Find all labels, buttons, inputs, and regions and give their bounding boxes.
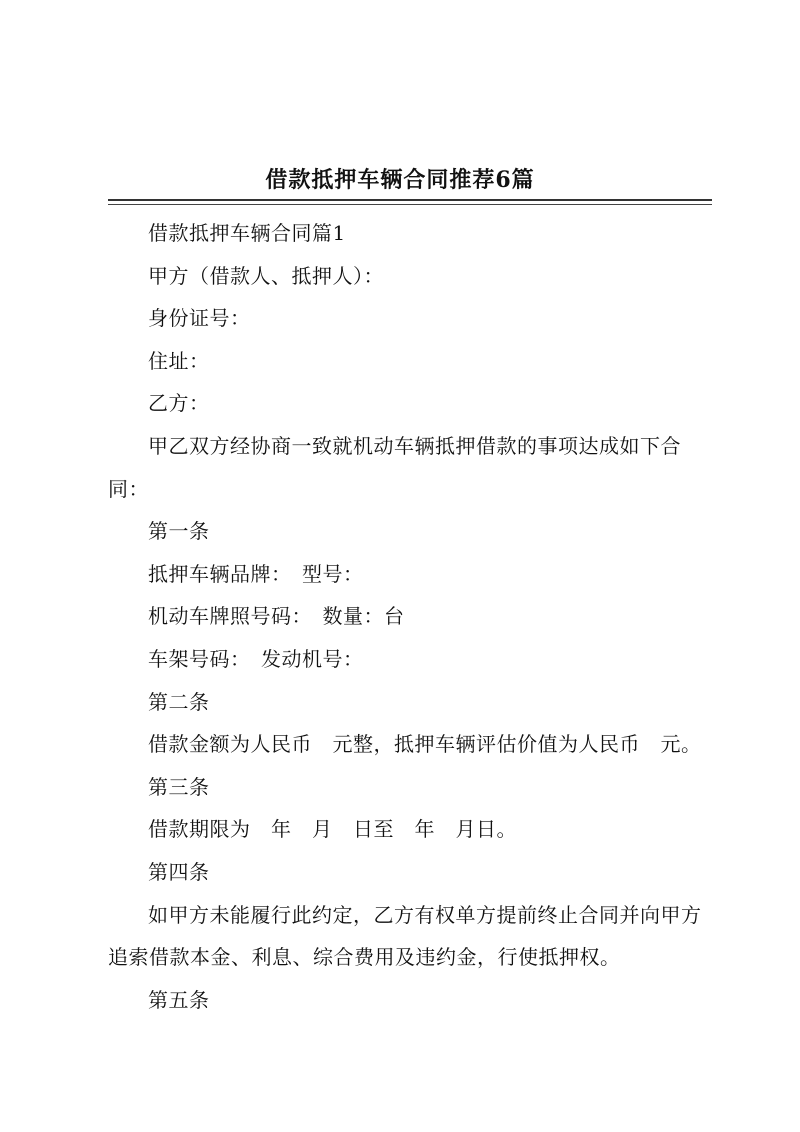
preamble-paragraph: 甲乙双方经协商一致就机动车辆抵押借款的事项达成如下合同： xyxy=(108,433,681,501)
address-label: 住址： xyxy=(148,348,210,373)
vehicle-brand-line: 抵押车辆品牌： 型号： xyxy=(148,561,364,586)
default-clause-paragraph: 如甲方未能履行此约定，乙方有权单方提前终止合同并向甲方追索借款本金、利息、综合费用及违约金，行使抵押权。 xyxy=(108,902,702,970)
article-5-heading: 第五条 xyxy=(148,987,210,1012)
party-a-label: 甲方（借款人、抵押人）： xyxy=(148,263,384,288)
article-1-heading: 第一条 xyxy=(148,519,210,544)
document-title: 借款抵押车辆合同推荐6篇 xyxy=(265,167,535,193)
loan-term-paragraph: 借款期限为 年 月 日至 年 月日。 xyxy=(148,817,517,842)
license-plate-line: 机动车牌照号码： 数量：台 xyxy=(148,604,405,629)
title-divider-thick xyxy=(108,199,712,201)
loan-amount-paragraph: 借款金额为人民币 元整，抵押车辆评估价值为人民币 元。 xyxy=(148,732,702,757)
party-b-label: 乙方： xyxy=(148,391,210,416)
title-divider-thin xyxy=(108,204,712,205)
article-4-heading: 第四条 xyxy=(148,859,210,884)
document-body xyxy=(108,212,714,1021)
id-number-label: 身份证号： xyxy=(148,306,251,331)
article-3-heading: 第三条 xyxy=(148,774,210,799)
section-heading: 借款抵押车辆合同篇1 xyxy=(148,221,346,245)
frame-engine-line: 车架号码： 发动机号： xyxy=(148,646,364,671)
article-2-heading: 第二条 xyxy=(148,689,210,714)
